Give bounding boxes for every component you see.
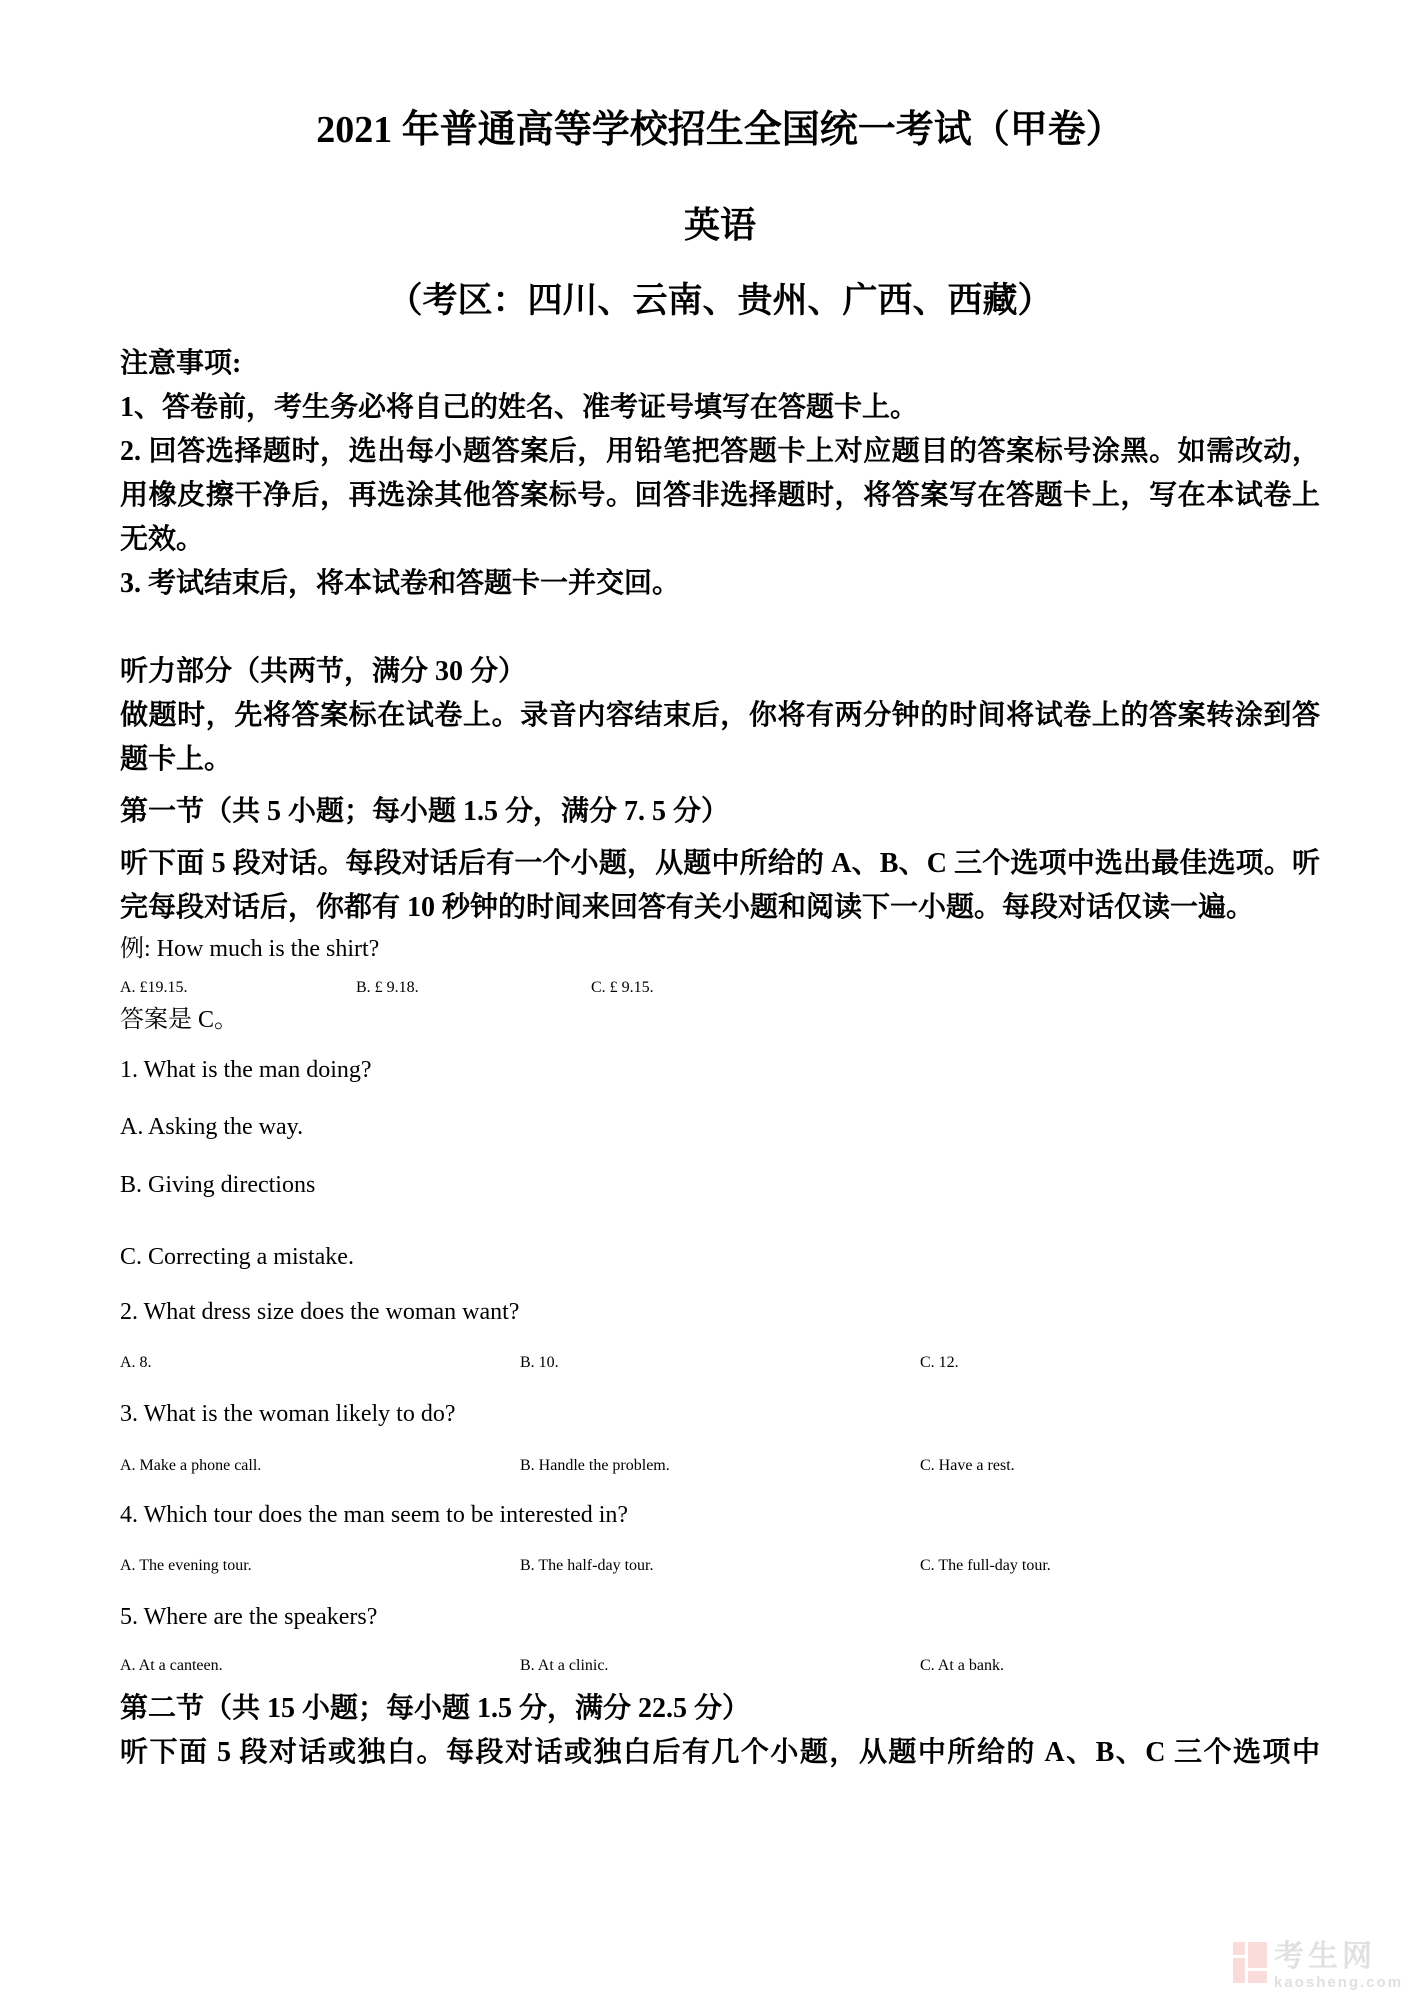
question-5 <box>120 1602 1320 1675</box>
question-4-options <box>120 1557 1320 1575</box>
question-5-options <box>120 1657 1320 1675</box>
notice-item-2: 2. 回答选择题时，选出每小题答案后，用铅笔把答题卡上对应题目的答案标号涂黑。如需改动，用橡皮擦干净后，再选涂其他答案标号。回答非选择题时，将答案写在答题卡上，写在本试卷上无效。 <box>120 436 1320 555</box>
question-3 <box>120 1399 1320 1475</box>
question-3-option-a: A. Make a phone call. <box>120 1457 262 1474</box>
example-option-a: A. £19.15. <box>120 979 188 996</box>
question-1-option-c: C. Correcting a mistake. <box>120 1244 354 1270</box>
question-3-options <box>120 1457 1320 1475</box>
question-1-option-b: B. Giving directions <box>120 1172 316 1198</box>
question-2 <box>120 1297 1320 1372</box>
notice-item-1: 1、答卷前，考生务必将自己的姓名、准考证号填写在答题卡上。 <box>120 392 919 423</box>
question-5-text: 5. Where are the speakers? <box>120 1604 378 1630</box>
question-1-text: 1. What is the man doing? <box>120 1057 372 1083</box>
example-options <box>120 979 1320 997</box>
question-1 <box>120 1055 1320 1272</box>
question-3-option-b: B. Handle the problem. <box>520 1457 670 1474</box>
example-option-c: C. £ 9.15. <box>591 979 654 996</box>
section1-instructions: 听下面 5 段对话。每段对话后有一个小题，从题中所给的 A、B、C 三个选项中选出最佳选项。听完每段对话后，你都有 10 秒钟的时间来回答有关小题和阅读下一小题。每段对话仅读一遍。 <box>120 848 1320 923</box>
listening-section-2 <box>120 1687 1320 1775</box>
example-option-b: B. £ 9.18. <box>356 979 419 996</box>
question-4-option-a: A. The evening tour. <box>120 1557 252 1574</box>
example-answer: 答案是 C。 <box>120 1007 239 1033</box>
notice-heading: 注意事项: <box>120 348 242 379</box>
section1-heading: 第一节（共 5 小题；每小题 1.5 分，满分 7. 5 分） <box>120 796 730 827</box>
question-2-text: 2. What dress size does the woman want? <box>120 1299 520 1325</box>
question-5-option-b: B. At a clinic. <box>520 1657 609 1674</box>
question-2-option-a: A. 8. <box>120 1354 152 1371</box>
question-2-options <box>120 1354 1320 1372</box>
section2-heading: 第二节（共 15 小题；每小题 1.5 分，满分 22.5 分） <box>120 1693 751 1724</box>
question-2-option-b: B. 10. <box>520 1354 559 1371</box>
listening-part-heading: 听力部分（共两节，满分 30 分） <box>120 656 527 687</box>
question-5-option-a: A. At a canteen. <box>120 1657 223 1674</box>
watermark-text <box>1274 1942 1403 1990</box>
question-4-text: 4. Which tour does the man seem to be interested in? <box>120 1502 629 1528</box>
kaosheng-logo-icon <box>1233 1942 1267 1984</box>
example-block <box>120 934 1320 1035</box>
site-watermark <box>1233 1942 1403 1990</box>
listening-section-1 <box>120 790 1320 1675</box>
question-1-option-a: A. Asking the way. <box>120 1114 304 1140</box>
question-4-option-b: B. The half-day tour. <box>520 1557 654 1574</box>
subject-title: 英语 <box>683 205 756 245</box>
question-2-option-c: C. 12. <box>920 1354 959 1371</box>
page-title: 2021 年普通高等学校招生全国统一考试（甲卷） <box>316 109 1124 151</box>
notice-item-3: 3. 考试结束后，将本试卷和答题卡一并交回。 <box>120 568 681 599</box>
example-prompt: 例: How much is the shirt? <box>120 936 380 962</box>
question-4 <box>120 1500 1320 1575</box>
question-5-option-c: C. At a bank. <box>920 1657 1004 1674</box>
listening-intro: 做题时，先将答案标在试卷上。录音内容结束后，你将有两分钟的时间将试卷上的答案转涂到答题卡上。 <box>120 700 1320 775</box>
exam-regions: （考区：四川、云南、贵州、广西、西藏） <box>387 281 1053 320</box>
question-3-option-c: C. Have a rest. <box>920 1457 1015 1474</box>
watermark-site-url: kaosheng.com <box>1274 1974 1404 1991</box>
watermark-site-name: 考生网 <box>1274 1940 1376 1973</box>
question-3-text: 3. What is the woman likely to do? <box>120 1401 456 1427</box>
section2-instructions: 听下面 5 段对话或独白。每段对话或独白后有几个小题，从题中所给的 A、B、C 三个选项中 <box>120 1737 1320 1768</box>
question-4-option-c: C. The full-day tour. <box>920 1557 1051 1574</box>
